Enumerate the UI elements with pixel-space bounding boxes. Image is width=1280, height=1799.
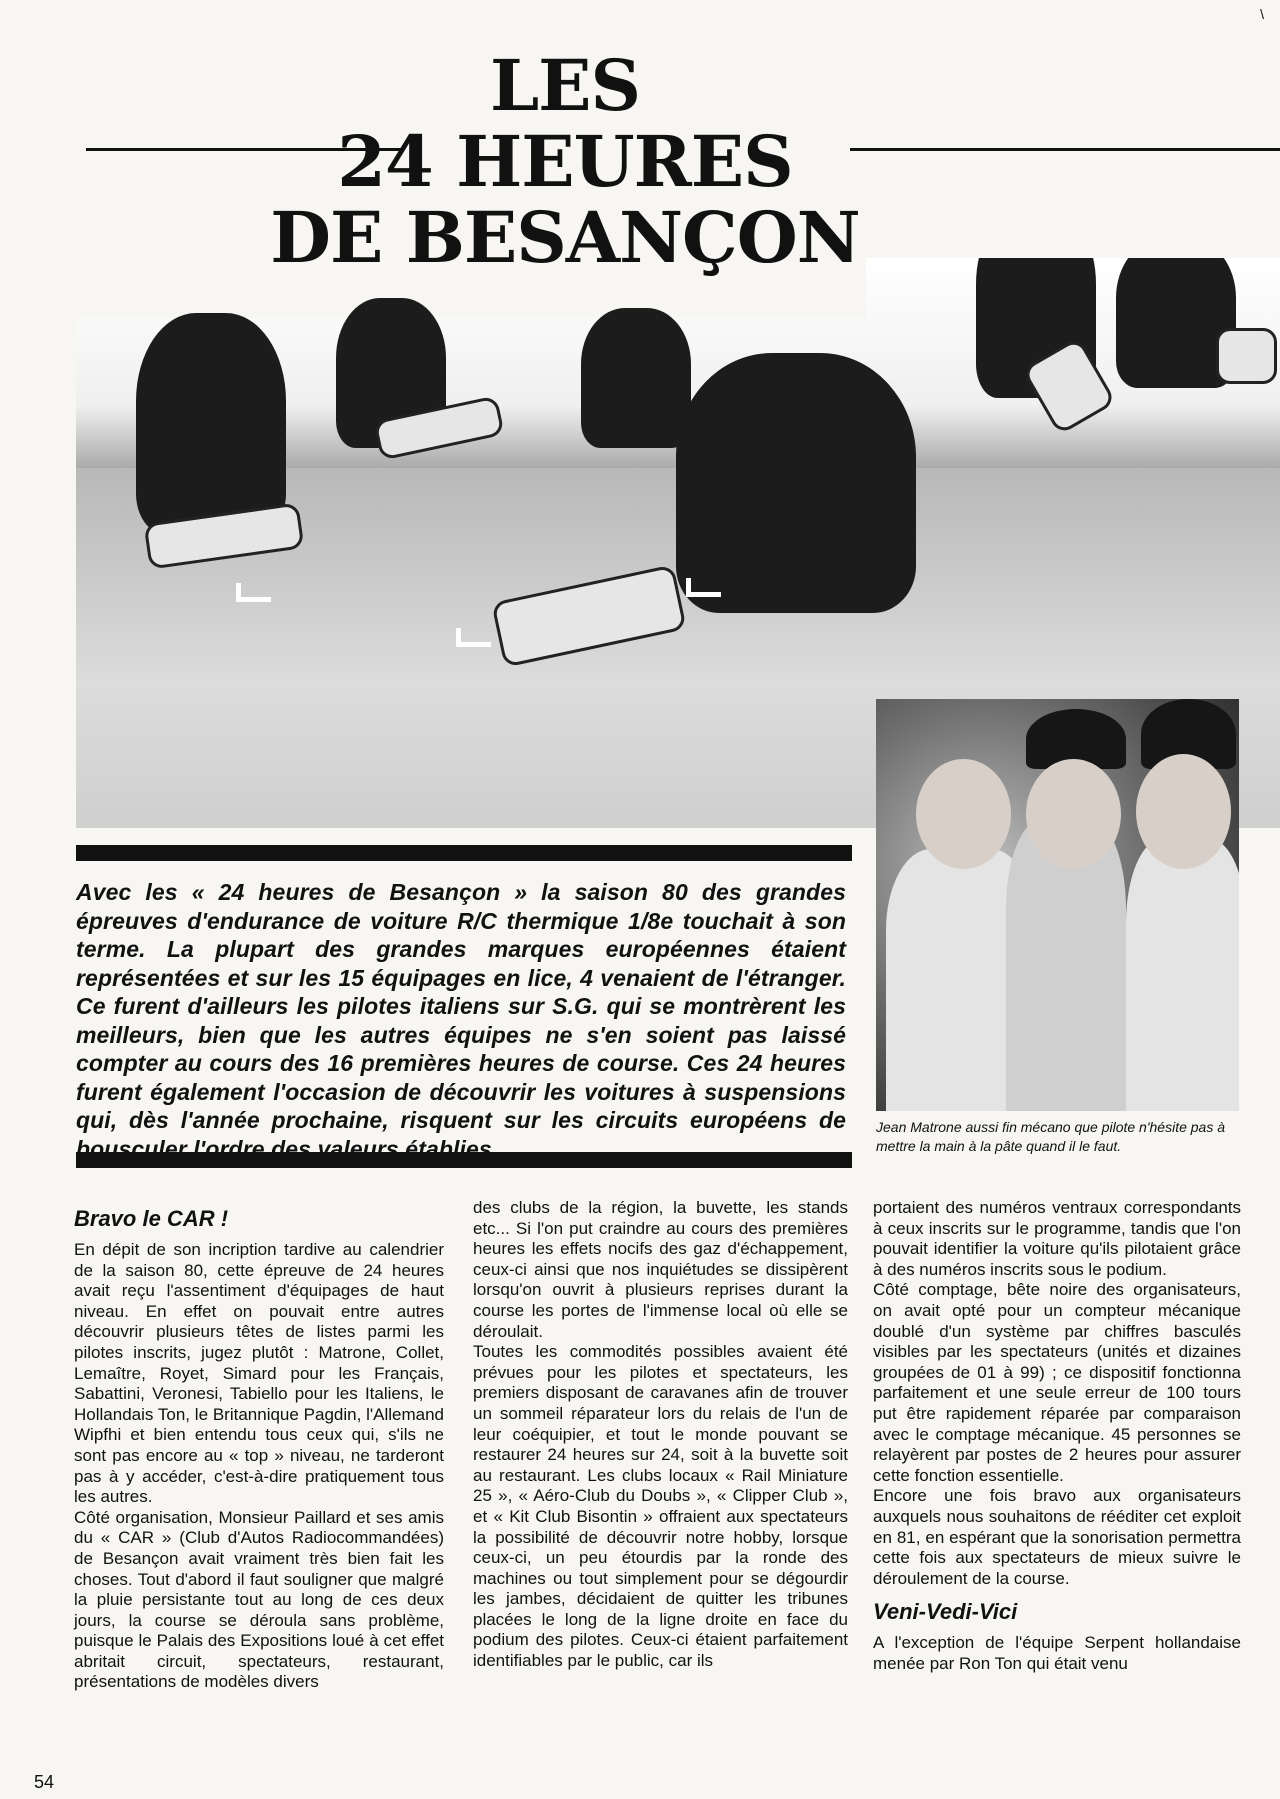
- intro-rule-top: [76, 845, 852, 861]
- photo-person: [916, 759, 1011, 869]
- rc-car: [1216, 328, 1277, 384]
- column-2: [473, 1198, 848, 1672]
- paragraph: des clubs de la région, la buvette, les stands etc... Si l'on put craindre au cours des premières heures les effets nocifs des gaz d'échappement, ceux-ci ainsi que nos inquiétudes se dissipèrent lorsqu'on ouvrit à plusieurs reprises durant la course les portes de l'immense local où elle se déroulait.: [473, 1198, 848, 1341]
- page-number: 54: [34, 1772, 55, 1792]
- grid-mark: [686, 578, 721, 597]
- inset-mechanics-photo: [876, 699, 1239, 1111]
- paragraph: portaient des numéros ventraux correspondants à ceux inscrits sur le programme, tandis que l'on pouvait identifier la voiture qu'ils pilotaient grâce à des numéros inscrits sous le podium.: [873, 1198, 1241, 1279]
- paragraph: A l'exception de l'équipe Serpent hollandaise menée par Ron Ton qui était venu: [873, 1633, 1241, 1673]
- column-1: [74, 1196, 444, 1693]
- paragraph: Encore une fois bravo aux organisateurs auxquels nous souhaitons de rééditer cet exploit en 81, en espérant que la sonorisation permettra cette fois aux spectateurs de mieux suivre le déroulement de la course.: [873, 1486, 1241, 1588]
- paragraph: Côté organisation, Monsieur Paillard et ses amis du « CAR » (Club d'Autos Radiocommandées) de Besançon avait vraiment très bien fait les choses. Tout d'abord il faut souligner que malgré la pluie persistante tout au long de ces deux jours, la course se déroula sans problème, puisque le Palais des Expositions loué à cet effet abritait circuit, spectateurs, restaurant, présentations de modèles divers: [74, 1507, 444, 1692]
- photo-person: [1026, 759, 1121, 869]
- driver-figure: [676, 353, 916, 613]
- section-heading: Bravo le CAR !: [74, 1206, 229, 1231]
- corner-mark: \: [1260, 6, 1264, 22]
- section-heading: Veni-Vedi-Vici: [873, 1599, 1018, 1625]
- driver-figure: [136, 313, 286, 533]
- paragraph: En dépit de son incription tardive au calendrier de la saison 80, cette épreuve de 24 heures avait reçu l'assentiment d'équipages de haut niveau. En effet on pouvait entre autres découvrir plusieurs têtes de listes parmi les pilotes inscrits, jugez plutôt : Matrone, Collet, Lemaître, Royet, Simard pour les Français, Sabattini, Veronesi, Tabiello pour les Italiens, le Hollandais Ton, le Britannique Pagdin, l'Allemand Wipfhi et bien entendu tous ceux qui, s'ils ne sont pas encore au « top » niveau, ne tarderont pas à y accéder, c'est-à-dire pratiquement tous les autres.: [74, 1240, 444, 1507]
- photo-person: [1136, 754, 1231, 869]
- title-line-2: 24 HEURES: [337, 120, 793, 203]
- title-line-3: DE BESANÇON: [270, 196, 860, 279]
- photo-caption: Jean Matrone aussi fin mécano que pilote n'hésite pas à mettre la main à la pâte quand il le faut.: [876, 1119, 1226, 1154]
- intro-paragraph: Avec les « 24 heures de Besançon » la saison 80 des grandes épreuves d'endurance de voiture R/C thermique 1/8e touchait à son terme. La plupart des grandes marques européennes étaient représentées et sur les 15 équipages en lice, 4 venaient de l'étranger. Ce furent d'ailleurs les pilotes italiens sur S.G. qui se montrèrent les meilleurs, bien que les autres équipes ne s'en soient pas laissé compter au cours des 16 premières heures de course. Ces 24 heures furent également l'occasion de découvrir les voitures à suspensions qui, dès l'année prochaine, risquent sur les circuits européens de bousculer l'ordre des valeurs établies.: [76, 879, 846, 1162]
- paragraph: Toutes les commodités possibles avaient été prévues pour les pilotes et spectateurs, les premiers disposant de caravanes afin de trouver un sommeil réparateur lors du relais de l'un de leur coéquipier, et tout le monde pouvant se restaurer 24 heures sur 24, soit à la buvette soit au restaurant. Les clubs locaux « Rail Miniature 25 », « Aéro-Club du Doubs », « Clipper Club », et « Kit Club Bisontin » offraient aux spectateurs la possibilité de découvrir notre hobby, lorsque ceux-ci, un peu étourdis par la ronde des machines ou tout simplement pour se dégourdir les jambes, décidaient de quitter les tribunes placées le long de la ligne droite en face du podium des pilotes. Ceux-ci étaient parfaitement identifiables par le public, car ils: [473, 1342, 848, 1671]
- column-3: [873, 1198, 1241, 1674]
- grid-mark: [236, 583, 271, 602]
- article-title: [270, 44, 860, 279]
- title-line-1: LES: [489, 44, 641, 127]
- driver-figure: [581, 308, 691, 448]
- photo-person: [1126, 839, 1239, 1111]
- title-rule-right: [850, 148, 1280, 151]
- paragraph: Côté comptage, bête noire des organisateurs, on avait opté pour un compteur mécanique doublé d'un système par chiffres basculés visibles par les spectateurs (unités et dizaines groupées de 01 à 99) ; ce dispositif fonctionna parfaitement et une seule erreur de 100 tours put être rapidement réparée par comparaison avec le comptage mécanique. 45 personnes se relayèrent par postes de 2 heures pour assurer cette fonction essentielle.: [873, 1280, 1241, 1485]
- grid-mark: [456, 628, 491, 647]
